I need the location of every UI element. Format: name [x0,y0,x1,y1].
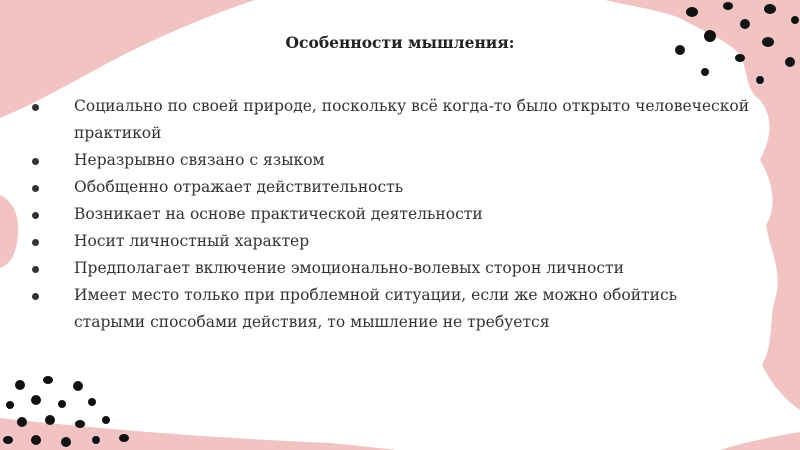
bullet-dot-icon [32,158,39,165]
bullet-dot-icon [32,104,39,111]
list-item-text: Имеет место только при проблемной ситуации, если же можно обойтись старыми способами действия, то мышление не требуется [74,286,678,331]
list-item [30,255,750,282]
list-item [30,147,750,174]
list-item [30,174,750,201]
list-item [30,282,750,336]
list-item-text: Социально по своей природе, поскольку всё когда-то было открыто человеческой практикой [74,97,750,142]
list-item [30,201,750,228]
list-item [30,93,750,147]
list-item-text: Предполагает включение эмоционально-волевых сторон личности [74,259,624,277]
bullet-dot-icon [32,185,39,192]
bullet-dot-icon [32,239,39,246]
list-item [30,228,750,255]
list-item-text: Неразрывно связано с языком [74,151,325,169]
pink-brush-bottom-left [0,418,395,450]
bullet-dot-icon [32,212,39,219]
pink-brush-left-mid [0,195,18,268]
pink-brush-bottom-right [720,432,800,450]
list-item-text: Обобщенно отражает действительность [74,178,404,196]
list-item-text: Носит личностный характер [74,232,310,250]
list-item-text: Возникает на основе практической деятельности [74,205,483,223]
bullet-dot-icon [32,293,39,300]
bullet-list [30,93,750,336]
bullet-dot-icon [32,266,39,273]
slide-title: Особенности мышления: [285,33,515,52]
